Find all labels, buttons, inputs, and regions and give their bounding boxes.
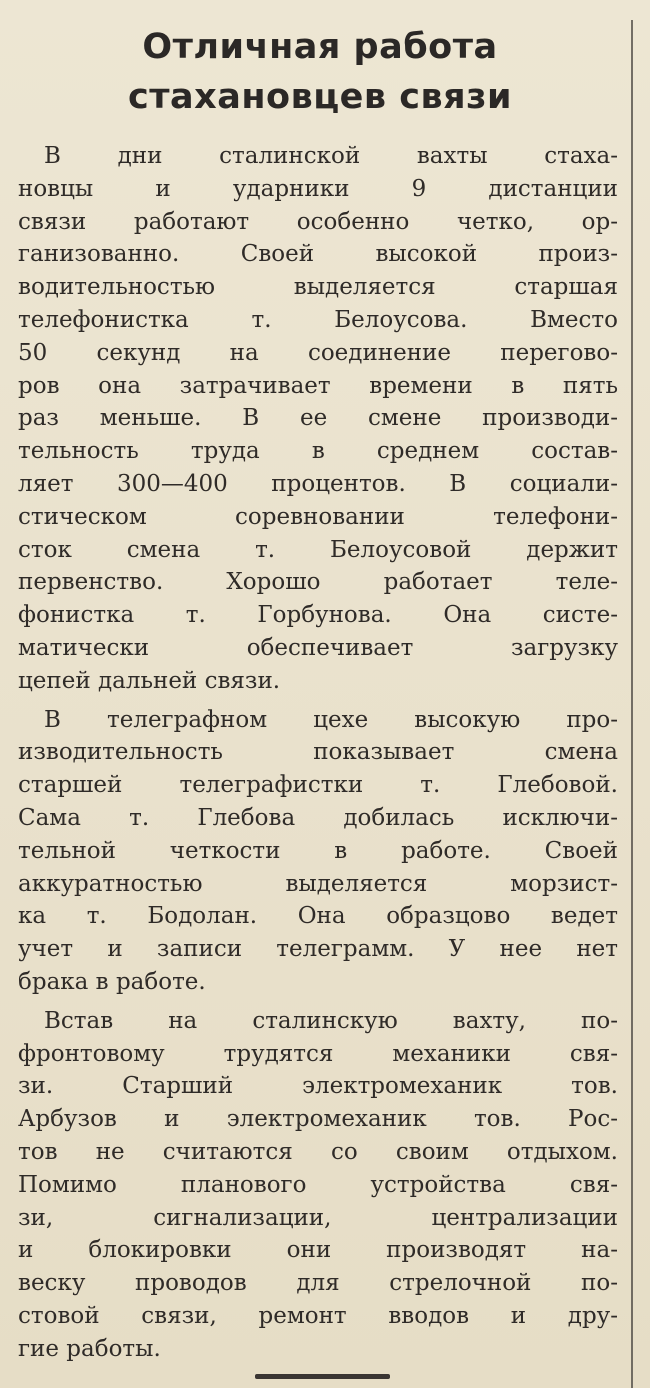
end-rule [255,1374,390,1379]
text-line: зи. Старший электромеханик тов. [18,1073,618,1100]
text-line: новцы и ударники 9 дистанции [18,175,618,202]
text-line: фонистка т. Горбунова. Она систе- [18,602,618,629]
text-line: раз меньше. В ее смене производи- [18,405,618,432]
text-line: и блокировки они производят на- [18,1237,618,1264]
text-line: Сама т. Глебова добилась исключи- [18,804,618,831]
text-line: ров она затрачивает времени в пять [18,372,618,399]
text-line: сток смена т. Белоусовой держит [18,536,618,563]
text-line: стовой связи, ремонт вводов и дру- [18,1302,618,1329]
article-title [0,22,640,122]
text-line: фронтовому трудятся механики свя- [18,1040,618,1067]
text-line: тельной четкости в работе. Своей [18,837,618,864]
title-line: Отличная работа [142,27,498,67]
text-line: первенство. Хорошо работает теле- [18,569,618,596]
article-body [18,140,618,1371]
text-line: стическом соревновании телефони- [18,503,618,530]
text-line: учет и записи телеграмм. У нее нет [18,936,618,963]
text-line: брака в работе. [18,968,206,995]
text-line: тельность труда в среднем состав- [18,438,618,465]
text-line: водительностью выделяется старшая [18,274,618,301]
paragraph-2 [18,704,618,999]
column-rule [631,20,633,1388]
text-line: старшей телеграфистки т. Глебовой. [18,772,618,799]
text-line: аккуратностью выделяется морзист- [18,870,618,897]
text-line: ганизованно. Своей высокой произ- [18,241,618,268]
text-line: гие работы. [18,1335,161,1362]
text-line: матически обеспечивает загрузку [18,634,618,661]
text-line: цепей дальней связи. [18,667,281,694]
text-line: В дни сталинской вахты стаха- [44,143,618,169]
text-line: веску проводов для стрелочной по- [18,1270,618,1297]
text-line: В телеграфном цехе высокую про- [44,706,618,733]
text-line: 50 секунд на соединение перегово- [18,339,618,366]
text-line: связи работают особенно четко, ор- [18,208,618,235]
text-line: Встав на сталинскую вахту, по- [44,1007,618,1034]
text-line: тов не считаются со своим отдыхом. [18,1138,618,1165]
text-line: изводительность показывает смена [18,739,618,766]
title-line: стахановцев связи [128,77,512,117]
paragraph-3 [18,1005,618,1366]
text-line: Арбузов и электромеханик тов. Рос- [18,1106,618,1133]
text-line: ка т. Бодолан. Она образцово ведет [18,903,618,930]
text-line: ляет 300—400 процентов. В социали- [18,470,618,497]
paragraph-1 [18,140,618,698]
text-line: зи, сигнализации, централизации [18,1204,618,1231]
text-line: телефонистка т. Белоусова. Вместо [18,306,618,333]
text-line: Помимо планового устройства свя- [18,1171,618,1198]
